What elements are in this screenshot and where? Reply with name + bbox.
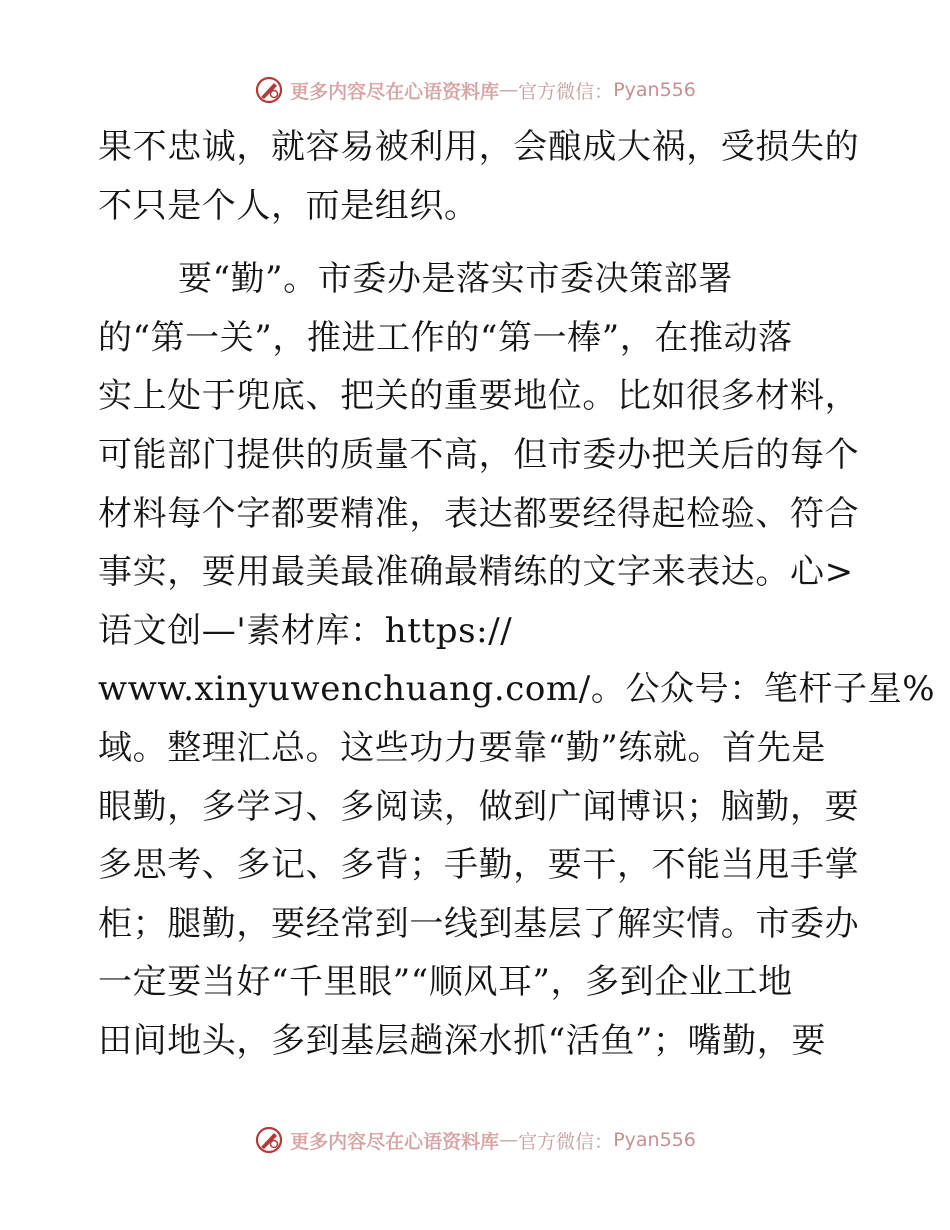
text-line: 语文创—'素材库：https:// bbox=[98, 610, 513, 651]
text-line: 多思考、多记、多背；手勤，要干，不能当甩手掌 bbox=[98, 845, 860, 886]
footer-watermark bbox=[0, 1122, 950, 1158]
watermark-wechat-label: 官方微信： bbox=[518, 1130, 614, 1153]
document-body bbox=[98, 118, 936, 1071]
text-line: 一定要当好“千里眼”“顺风耳”，多到企业工地 bbox=[98, 962, 793, 1003]
watermark-wechat-id: Pyan556 bbox=[613, 1129, 696, 1151]
paragraph-start-line: 要“勤”。市委办是落实市委决策部署 bbox=[178, 259, 733, 300]
text-line: 的“第一关”，推进工作的“第一棒”，在推动落 bbox=[98, 317, 793, 358]
paragraph-gap bbox=[98, 235, 858, 250]
text-line: 可能部门提供的质量不高，但市委办把关后的每个 bbox=[98, 434, 860, 475]
text-line: 眼勤，多学习、多阅读，做到广闻博识；脑勤，要 bbox=[98, 786, 860, 827]
pen-logo-icon bbox=[254, 75, 284, 105]
watermark-wechat-label: 官方微信： bbox=[518, 80, 614, 103]
watermark-dash: — bbox=[499, 79, 519, 101]
pen-logo-icon bbox=[254, 1125, 284, 1155]
watermark-site-text: 更多内容尽在心语资料库 bbox=[290, 80, 500, 103]
text-line: 不只是个人，而是组织。 bbox=[98, 185, 479, 226]
text-line: 果不忠诚，就容易被利用，会酿成大祸，受损失的 bbox=[98, 127, 860, 167]
watermark-site-text: 更多内容尽在心语资料库 bbox=[290, 1130, 500, 1153]
text-line: 域。整理汇总。这些功力要靠“勤”练就。首先是 bbox=[98, 727, 826, 768]
text-line: 柜；腿勤，要经常到一线到基层了解实情。市委办 bbox=[98, 903, 860, 944]
header-watermark bbox=[0, 72, 950, 108]
text-line: 田间地头，多到基层趟深水抓“活鱼”；嘴勤，要 bbox=[98, 1020, 826, 1061]
text-line: 事实，要用最美最准确最精练的文字来表达。心> bbox=[98, 552, 854, 593]
watermark-wechat-id: Pyan556 bbox=[613, 79, 696, 101]
text-line: www.xinyuwenchuang.com/。公众号：笔杆子星% bbox=[98, 669, 936, 710]
watermark-dash: — bbox=[499, 1129, 519, 1151]
text-line: 材料每个字都要精准，表达都要经得起检验、符合 bbox=[98, 493, 860, 534]
text-line: 实上处于兜底、把关的重要地位。比如很多材料， bbox=[98, 376, 860, 417]
